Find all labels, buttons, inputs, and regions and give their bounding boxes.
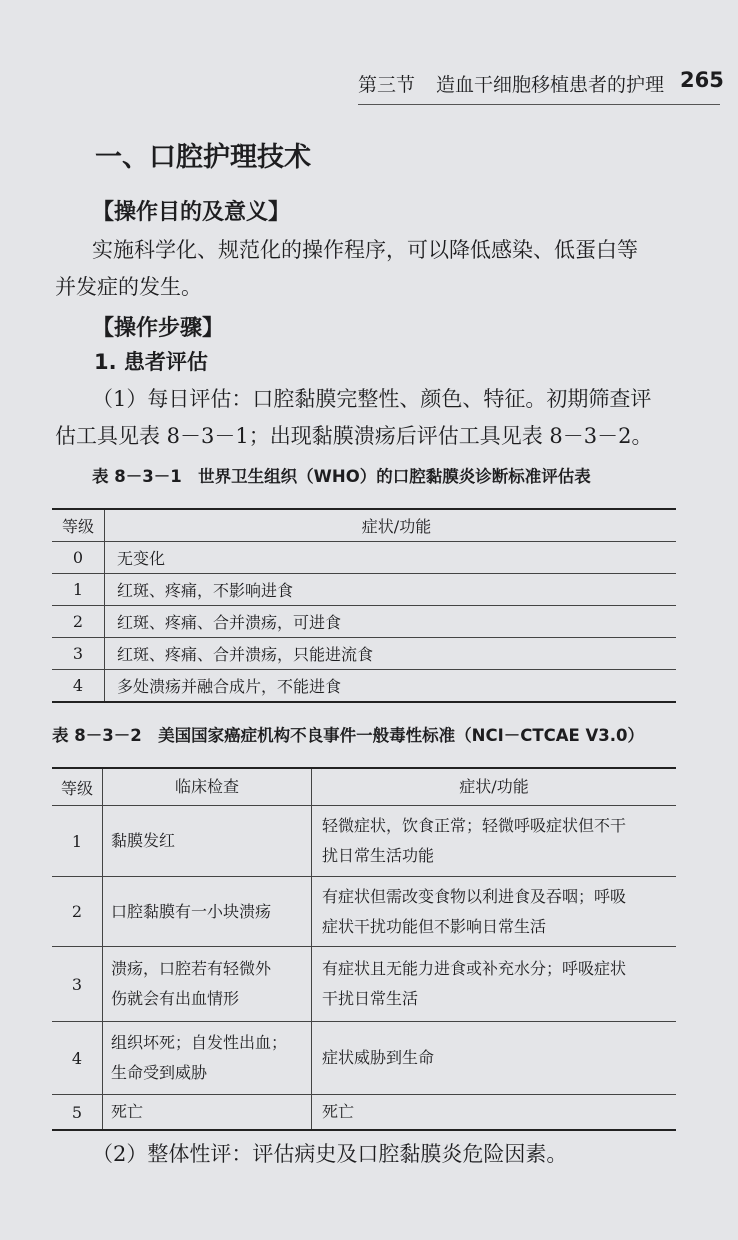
exam-line: 伤就会有出血情形	[111, 989, 240, 1008]
grade-cell: 1	[52, 574, 105, 606]
table-row	[52, 606, 676, 638]
symptom-cell: 无变化	[105, 542, 677, 574]
grade-cell: 0	[52, 542, 105, 574]
exam-line: 溃疡，口腔若有轻微外	[111, 959, 272, 978]
symptom-cell: 红斑、疼痛，不影响进食	[105, 574, 677, 606]
grade-cell: 4	[52, 1022, 103, 1095]
table2-header-grade: 等级	[52, 768, 103, 806]
table-row	[52, 1022, 676, 1095]
table-row	[52, 806, 676, 877]
table-row	[52, 877, 676, 947]
running-header	[0, 70, 738, 102]
header-title: 造血干细胞移植患者的护理	[436, 74, 665, 96]
symptom-cell: 红斑、疼痛、合并溃疡，可进食	[105, 606, 677, 638]
table-row	[52, 670, 676, 703]
symptom-line: 有症状且无能力进食或补充水分；呼吸症状	[322, 959, 627, 978]
grade-cell: 2	[52, 877, 103, 947]
table-row	[52, 542, 676, 574]
grade-cell: 3	[52, 947, 103, 1022]
table1-header-grade: 等级	[52, 509, 105, 542]
table-row	[52, 1095, 676, 1131]
table-row	[52, 947, 676, 1022]
exam-cell	[103, 1022, 312, 1095]
table1-header-row	[52, 509, 676, 542]
exam-cell	[103, 1095, 312, 1131]
symptom-cell	[312, 877, 677, 947]
exam-cell	[103, 806, 312, 877]
symptom-cell	[312, 1022, 677, 1095]
exam-line: 死亡	[111, 1102, 144, 1121]
table-row	[52, 574, 676, 606]
table2-header-exam: 临床检查	[103, 768, 312, 806]
symptom-line: 症状威胁到生命	[322, 1048, 435, 1067]
exam-line: 生命受到威胁	[111, 1063, 208, 1082]
assessment-line-2: 估工具见表 8－3－1；出现黏膜溃疡后评估工具见表 8－3－2。	[55, 424, 653, 448]
nci-ctcae-table	[52, 767, 676, 1131]
symptom-cell: 多处溃疡并融合成片，不能进食	[105, 670, 677, 703]
purpose-line-2: 并发症的发生。	[55, 275, 202, 299]
grade-cell: 3	[52, 638, 105, 670]
symptom-cell: 红斑、疼痛、合并溃疡，只能进流食	[105, 638, 677, 670]
exam-line: 黏膜发红	[111, 831, 176, 850]
who-mucositis-table	[52, 508, 676, 703]
symptom-line: 有症状但需改变食物以利进食及吞咽；呼吸	[322, 886, 627, 906]
exam-line: 组织坏死；自发性出血；	[111, 1033, 288, 1052]
exam-line: 口腔黏膜有一小块溃疡	[111, 901, 272, 921]
table2-header-row	[52, 768, 676, 806]
table2-caption: 表 8－3－2 美国国家癌症机构不良事件一般毒性标准（NCI－CTCAE V3.0）	[52, 726, 645, 745]
symptom-line: 死亡	[322, 1102, 355, 1121]
overall-line: （2）整体性评：评估病史及口腔黏膜炎危险因素。	[92, 1142, 568, 1166]
grade-cell: 4	[52, 670, 105, 703]
grade-cell: 1	[52, 806, 103, 877]
purpose-heading: 【操作目的及意义】	[92, 200, 291, 225]
table2-header-symptom: 症状/功能	[312, 768, 677, 806]
header-rule	[358, 104, 720, 105]
grade-cell: 2	[52, 606, 105, 638]
grade-cell: 5	[52, 1095, 103, 1131]
section-heading: 一、口腔护理技术	[95, 142, 311, 173]
symptom-line: 干扰日常生活	[322, 989, 419, 1008]
symptom-line: 轻微症状，饮食正常；轻微呼吸症状但不干	[322, 816, 627, 835]
symptom-line: 症状干扰功能但不影响日常生活	[322, 916, 547, 936]
table1-caption: 表 8－3－1 世界卫生组织（WHO）的口腔黏膜炎诊断标准评估表	[92, 467, 591, 486]
assessment-line-1: （1）每日评估：口腔黏膜完整性、颜色、特征。初期筛查评	[92, 387, 652, 411]
table1-header-symptom: 症状/功能	[105, 509, 677, 542]
steps-heading: 【操作步骤】	[92, 316, 225, 341]
purpose-line-1: 实施科学化、规范化的操作程序，可以降低感染、低蛋白等	[92, 238, 638, 262]
symptom-cell	[312, 947, 677, 1022]
exam-cell	[103, 877, 312, 947]
exam-cell	[103, 947, 312, 1022]
symptom-cell	[312, 1095, 677, 1131]
assessment-heading: 1. 患者评估	[94, 350, 208, 374]
page-number: 265	[680, 68, 724, 92]
symptom-line: 扰日常生活功能	[322, 846, 435, 865]
header-section: 第三节	[358, 74, 416, 96]
symptom-cell	[312, 806, 677, 877]
table-row	[52, 638, 676, 670]
